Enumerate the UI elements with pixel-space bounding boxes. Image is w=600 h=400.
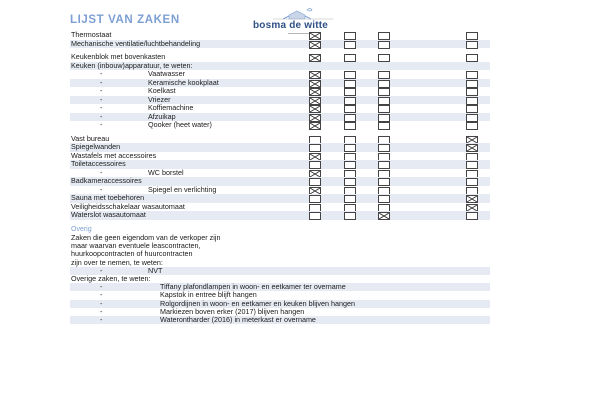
bullet-dash: - (100, 167, 103, 177)
table-row (70, 121, 490, 130)
page-title: LIJST VAN ZAKEN (70, 14, 180, 26)
cross-mark-icon (310, 188, 320, 194)
cross-mark-icon (467, 205, 477, 211)
bullet-dash: - (100, 265, 103, 275)
bullet-dash: - (100, 69, 103, 78)
item-label: Keukenblok met bovenkasten (71, 52, 166, 61)
cross-mark-icon (310, 123, 320, 129)
bullet-dash: - (100, 282, 103, 292)
item-label: Mechanische ventilatie/luchtbehandeling (71, 38, 201, 48)
table-row (70, 152, 490, 161)
other-item (70, 316, 490, 324)
table-row (70, 40, 490, 49)
bullet-dash: - (100, 111, 103, 121)
table-row (70, 135, 490, 144)
item-label: Vast bureau (71, 133, 110, 143)
item-label: Veiligheidsschakelaar wasautomaat (71, 201, 185, 211)
checkbox[interactable] (466, 212, 478, 220)
intro-text: maar waarvan eventuele leascontracten, (71, 241, 201, 251)
checkbox[interactable] (309, 212, 321, 220)
cross-mark-icon (310, 98, 320, 104)
table-row (70, 177, 490, 186)
item-label: Keramische kookplaat (148, 77, 219, 87)
item-label: Qooker (heet water) (148, 120, 212, 129)
item-label: Badkameraccessoires (71, 176, 142, 185)
table-row (70, 79, 490, 88)
cross-mark-icon (379, 213, 389, 219)
bullet-dash: - (100, 103, 103, 112)
item-label: Vriezer (148, 94, 171, 104)
intro-line (70, 259, 490, 267)
bullet-dash: - (100, 184, 103, 194)
item-label: Thermostaat (71, 30, 112, 39)
cross-mark-icon (310, 171, 320, 177)
item-label: Spiegelwanden (71, 142, 121, 151)
bullet-dash: - (100, 94, 103, 104)
other-item-label: Tiffany plafondlampen in woon- en eetkamer ter overname (160, 282, 346, 292)
cross-mark-icon (467, 145, 477, 151)
table-row (70, 160, 490, 169)
bullet-dash: - (100, 120, 103, 129)
table-row (70, 87, 490, 96)
table-row (70, 113, 490, 122)
other-item (70, 283, 490, 291)
table-row (70, 62, 490, 71)
overig-heading: Overig (71, 226, 92, 233)
cross-mark-icon (467, 137, 477, 143)
checkbox[interactable] (344, 212, 356, 220)
item-label: Spiegel en verlichting (148, 184, 217, 194)
item-label: Toiletaccessoires (71, 159, 126, 168)
cross-mark-icon (310, 81, 320, 87)
lease-item-label: NVT (148, 265, 163, 275)
other-item-label: Kapstok in entree blijft hangen (160, 290, 257, 300)
overig-section (70, 234, 490, 324)
cross-mark-icon (467, 196, 477, 202)
cross-mark-icon (310, 72, 320, 78)
cross-mark-icon (310, 115, 320, 121)
item-label: Keuken (inbouw)apparatuur, te weten: (71, 60, 193, 70)
checkbox-checked[interactable] (378, 212, 390, 220)
cross-mark-icon (310, 106, 320, 112)
bullet-dash: - (100, 298, 103, 308)
logo-wordmark: bosma de witte (253, 20, 329, 31)
house-logo-icon (253, 7, 353, 21)
item-label: Afzuikap (148, 111, 176, 121)
cross-mark-icon (310, 42, 320, 48)
item-label: Vaatwasser (148, 69, 186, 78)
other-item-label: Rolgordijnen in woon- en eetkamer en keuken blijven hangen (160, 298, 355, 308)
bullet-dash: - (100, 77, 103, 87)
intro-text: huurkoopcontracten of huurcontracten (71, 249, 193, 259)
cross-mark-icon (310, 55, 320, 61)
cross-mark-icon (310, 89, 320, 95)
item-label: Koffiemachine (148, 103, 194, 112)
item-label: Koelkast (148, 86, 176, 95)
item-label: Sauna met toebehoren (71, 193, 145, 202)
items-table (70, 31, 490, 220)
other-item-label: Markiezen boven erker (2017) blijven hangen (160, 306, 305, 316)
cross-mark-icon (310, 33, 320, 39)
cross-mark-icon (310, 154, 320, 160)
other-item-label: Waterontharder (2016) in meterkast er overname (160, 314, 316, 324)
other-heading: Overige zaken, te weten: (71, 273, 151, 283)
intro-text: zijn over te nemen, te weten: (71, 257, 163, 267)
bullet-dash: - (100, 86, 103, 95)
bullet-dash: - (100, 306, 103, 316)
item-label: WC borstel (148, 167, 184, 177)
item-label: Wastafels met accessoires (71, 150, 157, 160)
intro-text: Zaken die geen eigendom van de verkoper zijn (71, 233, 221, 242)
table-row (70, 211, 490, 220)
item-label: Waterslot wasautomaat (71, 210, 146, 219)
table-row (70, 70, 490, 79)
table-row (70, 104, 490, 113)
bullet-dash: - (100, 314, 103, 324)
bullet-dash: - (100, 290, 103, 300)
table-row (70, 96, 490, 105)
